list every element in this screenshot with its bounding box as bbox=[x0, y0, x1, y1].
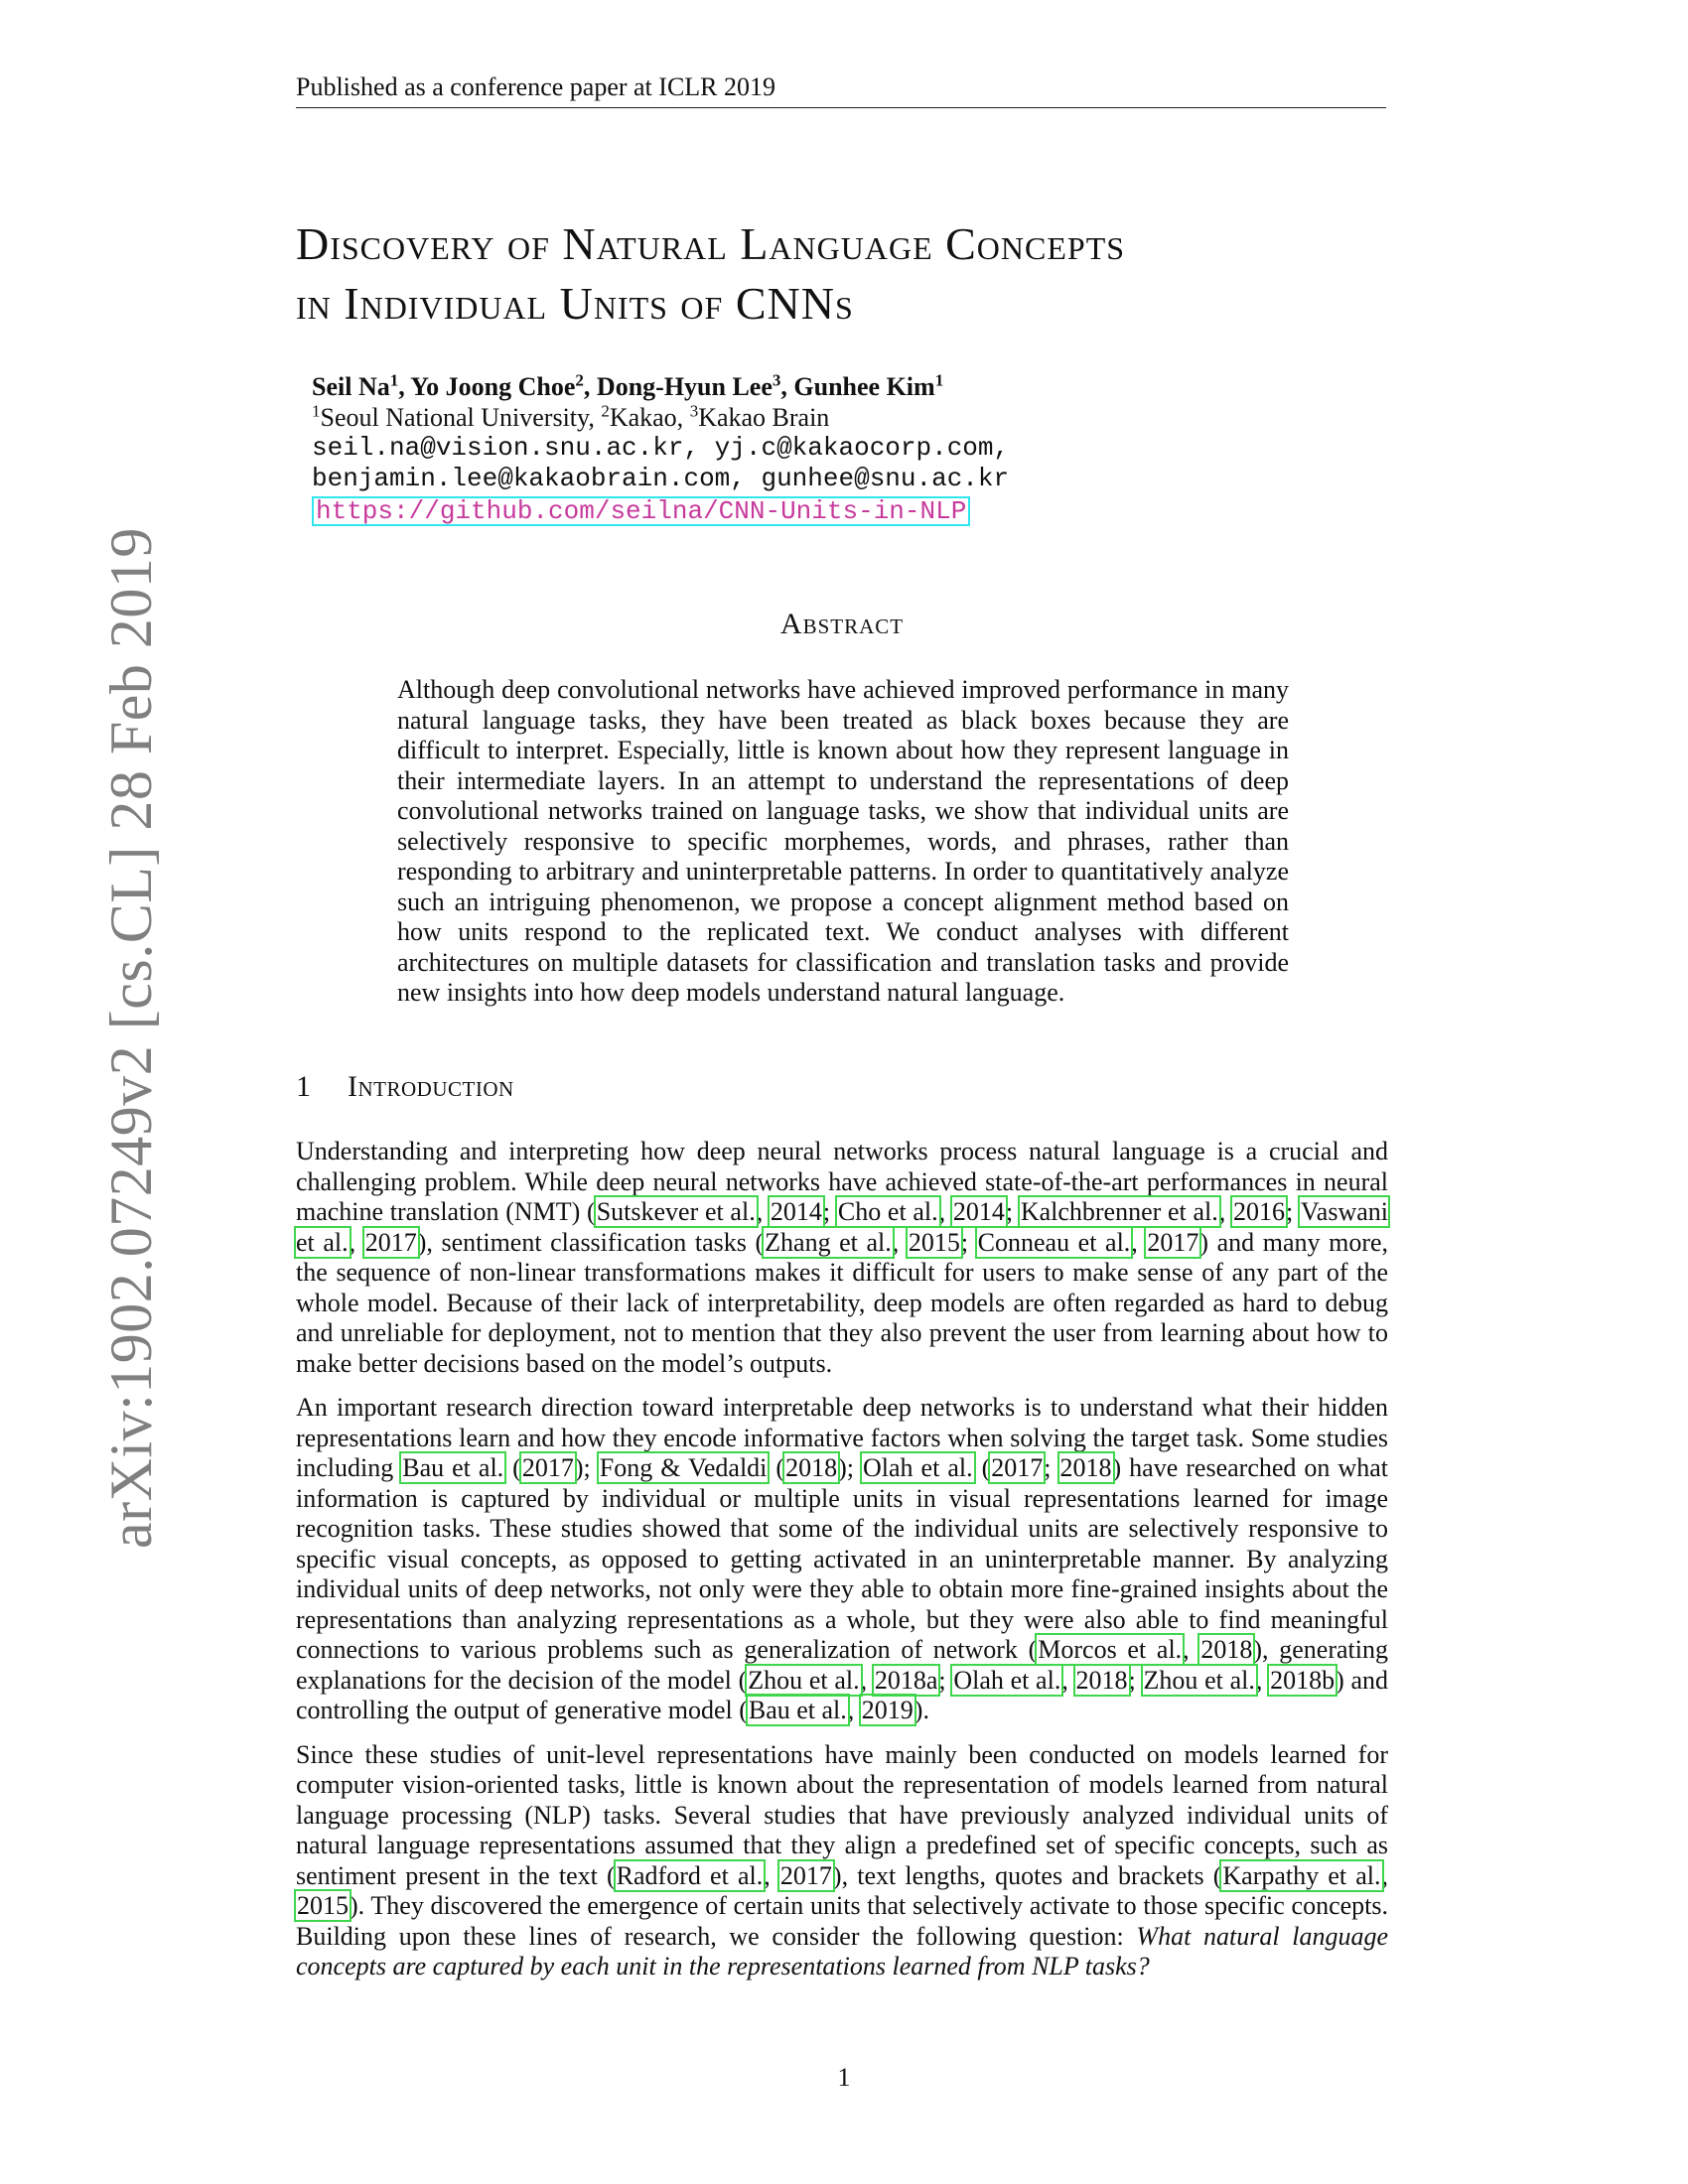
text: ( bbox=[973, 1453, 991, 1482]
text: ; bbox=[1005, 1197, 1020, 1226]
citation-link[interactable]: Zhou et al. bbox=[1143, 1665, 1255, 1695]
citation-link[interactable]: 2018b bbox=[1270, 1665, 1336, 1695]
citation-link[interactable]: 2015 bbox=[908, 1227, 960, 1257]
author-name: Seil Na bbox=[312, 372, 390, 401]
citation-link[interactable]: Bau et al. bbox=[748, 1696, 847, 1724]
emails-line-2: benjamin.lee@kakaobrain.com, gunhee@snu.ac.kr bbox=[312, 464, 1010, 493]
text: ( bbox=[504, 1453, 521, 1482]
citation-link[interactable]: 2017 bbox=[521, 1453, 574, 1482]
citation-link[interactable]: Olah et al. bbox=[953, 1665, 1061, 1695]
affil-mark: 1 bbox=[934, 370, 944, 390]
text: ); bbox=[838, 1453, 862, 1482]
text: ). bbox=[914, 1696, 929, 1724]
citation-link[interactable]: Bau et al. bbox=[402, 1453, 504, 1482]
research-question: What natural language concepts are captured by each unit in the representations learned from NLP tasks? bbox=[296, 1921, 1389, 1980]
text: ; bbox=[1285, 1197, 1300, 1226]
citation-link[interactable]: 2019 bbox=[861, 1696, 914, 1724]
text: Understanding and interpreting how deep neural networks process natural language is a crucial and challenging problem. While deep neural networks have achieved state-of-the-art performances in neural machine translation (NMT) ( bbox=[296, 1137, 1388, 1226]
author-name: Dong-Hyun Lee bbox=[596, 372, 773, 401]
citation-link[interactable]: Fong & Vedaldi bbox=[599, 1453, 768, 1482]
affiliation: Kakao Brain bbox=[698, 403, 830, 432]
text: ); bbox=[574, 1453, 599, 1482]
abstract-text: Although deep convolutional networks have achieved improved performance in many natural language tasks, they have been treated as black boxes because they are difficult to interpret. Especially, little is known about how they represent language in their intermediate layers. In an attempt to understand the representations of deep convolutional networks trained on language tasks, we show that individual units are selectively responsive to specific morphemes, words, and phrases, rather than responding to arbitrary and uninterpretable patterns. In order to quantitatively analyze such an intriguing phenomenon, we propose a concept alignment method based on how units respond to the replicated text. We conduct analyses with different architectures on multiple datasets for classification and translation tasks and provide new insights into how deep models understand natural language. bbox=[397, 675, 1289, 1007]
intro-body bbox=[296, 1137, 1388, 1996]
paragraph bbox=[296, 1740, 1388, 1982]
title-line-1: Discovery of Natural Language Concepts bbox=[296, 218, 1126, 269]
citation-link[interactable]: Conneau et al. bbox=[977, 1227, 1131, 1257]
text: , bbox=[764, 1860, 779, 1890]
citation-link[interactable]: Morcos et al. bbox=[1038, 1635, 1183, 1664]
text: Since these studies of unit-level representations have mainly been conducted on models learned for computer vision-oriented tasks, little is known about the representation of models learned from natural language processing (NLP) tasks. Several studies that have previously analyzed individual units of natural language representations assumed that they align a predefined set of specific concepts, such as sentiment present in the text ( bbox=[296, 1739, 1388, 1890]
text: ; bbox=[1044, 1453, 1059, 1482]
text: , bbox=[847, 1696, 861, 1724]
text: ) have researched on what information is captured by individual or multiple units in visual representations learned for image recognition tasks. These studies showed that some of the individual units are selectively responsive to specific visual concepts, as opposed to getting activated in an uninterpretable manner. By analyzing individual units of deep networks, not only were they able to obtain more fine-grained insights about the representations than analyzing representations as a whole, but they were also able to find meaningful connections to various problems such as generalization of network ( bbox=[296, 1453, 1388, 1664]
citation-link[interactable]: 2018 bbox=[785, 1453, 838, 1482]
abstract-heading: Abstract bbox=[779, 608, 905, 640]
text: , bbox=[892, 1227, 908, 1257]
paragraph bbox=[296, 1137, 1388, 1379]
author-name: Yo Joong Choe bbox=[410, 372, 576, 401]
text: , bbox=[860, 1665, 874, 1695]
affil-mark: 2 bbox=[575, 370, 584, 390]
citation-link[interactable]: Zhang et al. bbox=[765, 1227, 892, 1257]
author-name: Gunhee Kim bbox=[793, 372, 935, 401]
author-block bbox=[312, 371, 1354, 526]
text: ) and controlling the output of generative model ( bbox=[296, 1665, 1388, 1724]
citation-link[interactable]: 2018 bbox=[1075, 1665, 1128, 1695]
citation-link[interactable]: Vaswani et al. bbox=[296, 1197, 1388, 1257]
emails-line-1: seil.na@vision.snu.ac.kr, yj.c@kakaocorp.com, bbox=[312, 433, 1010, 463]
citation-link[interactable]: 2016 bbox=[1232, 1197, 1285, 1226]
text: , bbox=[1255, 1665, 1270, 1695]
affil-mark: 3 bbox=[689, 401, 699, 421]
running-header: Published as a conference paper at ICLR 2019 bbox=[296, 71, 1386, 108]
text: ; bbox=[960, 1227, 977, 1257]
section-title: Introduction bbox=[348, 1070, 514, 1103]
citation-link[interactable]: 2018 bbox=[1200, 1635, 1253, 1664]
citation-link[interactable]: Radford et al. bbox=[616, 1860, 764, 1890]
citation-link[interactable]: 2014 bbox=[952, 1197, 1005, 1226]
affil-mark: 1 bbox=[389, 370, 399, 390]
paragraph bbox=[296, 1393, 1388, 1726]
citation-link[interactable]: 2017 bbox=[1147, 1227, 1199, 1257]
section-heading bbox=[296, 1070, 514, 1104]
text: ), sentiment classification tasks ( bbox=[417, 1227, 765, 1257]
text: ; bbox=[1128, 1665, 1143, 1695]
text: , bbox=[938, 1197, 952, 1226]
text: , bbox=[349, 1227, 364, 1257]
code-url-link[interactable]: https://github.com/seilna/CNN-Units-in-NLP bbox=[312, 496, 970, 526]
text: ), text lengths, quotes and brackets ( bbox=[832, 1860, 1222, 1890]
citation-link[interactable]: 2014 bbox=[770, 1197, 822, 1226]
citation-link[interactable]: 2018 bbox=[1059, 1453, 1112, 1482]
text: ; bbox=[822, 1197, 837, 1226]
citation-link[interactable]: 2015 bbox=[297, 1891, 349, 1920]
citation-link[interactable]: Olah et al. bbox=[863, 1453, 973, 1482]
text: , bbox=[1131, 1227, 1147, 1257]
text: , bbox=[1218, 1197, 1232, 1226]
affiliation: Kakao, bbox=[609, 403, 690, 432]
text: ), generating explanations for the decision of the model ( bbox=[296, 1635, 1388, 1695]
text: , bbox=[1183, 1635, 1200, 1664]
affil-mark: 2 bbox=[601, 401, 610, 421]
arxiv-stamp: arXiv:1902.07249v2 [cs.CL] 28 Feb 2019 bbox=[98, 527, 164, 1549]
text: ). They discovered the emergence of certain units that selectively activate to those specific concepts. Building upon these lines of research, we consider the following question: bbox=[296, 1891, 1388, 1951]
title-line-2: in Individual Units of CNNs bbox=[296, 278, 854, 329]
citation-link[interactable]: 2017 bbox=[991, 1453, 1044, 1482]
affiliations bbox=[312, 402, 1354, 433]
text: ; bbox=[938, 1665, 953, 1695]
text: ) and many more, the sequence of non-linear transformations makes it difficult for users to make sense of any part of the whole model. Because of their lack of interpretability, deep models are often regarded as hard to debug and unreliable for deployment, not to mention that they also prevent the user from learning about how to make better decisions based on the model’s outputs. bbox=[296, 1227, 1389, 1378]
text: , bbox=[1061, 1665, 1075, 1695]
text: , bbox=[756, 1197, 770, 1226]
citation-link[interactable]: 2018a bbox=[874, 1665, 938, 1695]
citation-link[interactable]: 2017 bbox=[364, 1227, 417, 1257]
citation-link[interactable]: Kalchbrenner et al. bbox=[1020, 1197, 1218, 1226]
paper-title bbox=[296, 214, 1388, 334]
section-number: 1 bbox=[296, 1070, 312, 1103]
affil-mark: 1 bbox=[312, 401, 321, 421]
text: , bbox=[1381, 1860, 1389, 1890]
citation-link[interactable]: Karpathy et al. bbox=[1222, 1860, 1381, 1890]
citation-link[interactable]: Zhou et al. bbox=[748, 1665, 860, 1695]
text: ( bbox=[768, 1453, 785, 1482]
citation-link[interactable]: Sutskever et al. bbox=[596, 1197, 756, 1226]
page-number: 1 bbox=[837, 2063, 851, 2092]
author-names: Seil Na$^1$, Yo Joong Choe$^2$, Dong-Hyun Lee$^3$, Gunhee Kim$^1$ bbox=[312, 370, 944, 401]
affiliation: Seoul National University, bbox=[320, 403, 602, 432]
citation-link[interactable]: Cho et al. bbox=[837, 1197, 938, 1226]
affil-mark: 3 bbox=[772, 370, 781, 390]
citation-link[interactable]: 2017 bbox=[779, 1860, 832, 1890]
text: An important research direction toward interpretable deep networks is to understand what their hidden representations learn and how they encode informative factors when solving the target task. Some studies including bbox=[296, 1393, 1388, 1482]
